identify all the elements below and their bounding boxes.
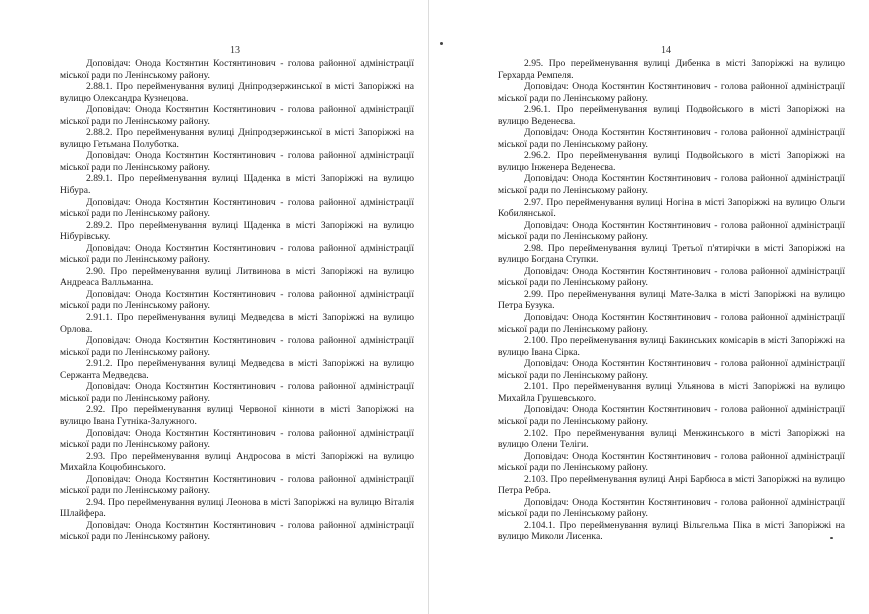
speaker-note: Доповідач: Онода Костянтин Костянтинович - голова районної адміністрації міської ради по Ленінському району.	[498, 219, 845, 243]
speaker-note: Доповідач: Онода Костянтин Костянтинович - голова районної адміністрації міської ради по Ленінському району.	[60, 104, 414, 127]
agenda-item: 2.88.1. Про перейменування вулиці Дніпродзержинської в місті Запоріжжі на вулицю Олександра Кузнецова.	[60, 81, 414, 104]
agenda-item: 2.91.2. Про перейменування вулиці Медведєва в місті Запоріжжі на вулицю Сержанта Медведєва.	[60, 358, 414, 381]
speaker-note: Доповідач: Онода Костянтин Костянтинович - голова районної адміністрації міської ради по Ленінському району.	[498, 81, 845, 104]
agenda-item: 2.98. Про перейменування вулиці Третьої п'ятирічки в місті Запоріжжі на вулицю Богдана Ступки.	[498, 242, 845, 266]
page-left	[0, 0, 434, 614]
agenda-item: 2.92. Про перейменування вулиці Червоної кінноти в місті Запоріжжі на вулицю Івана Гутніка-Залужного.	[60, 404, 414, 427]
agenda-item: 2.95. Про перейменування вулиці Дибенка в місті Запоріжжі на вулицю Герхарда Ремпеля.	[498, 58, 845, 81]
agenda-item: 2.97. Про перейменування вулиці Ногіна в місті Запоріжжі на вулицю Ольги Кобилянської.	[498, 196, 845, 220]
speaker-note: Доповідач: Онода Костянтин Костянтинович - голова районної адміністрації міської ради по Ленінському району.	[60, 519, 414, 543]
agenda-item: 2.94. Про перейменування вулиці Леонова в місті Запоріжжі на вулицю Віталія Шлайфера.	[60, 496, 414, 520]
speaker-note: Доповідач: Онода Костянтин Костянтинович - голова районної адміністрації міської ради по Ленінському району.	[60, 381, 414, 404]
speaker-note: Доповідач: Онода Костянтин Костянтинович - голова районної адміністрації міської ради по Ленінському району.	[60, 196, 414, 220]
speaker-note: Доповідач: Онода Костянтин Костянтинович - голова районної адміністрації міської ради по Ленінському району.	[60, 242, 414, 266]
page-number: 14	[661, 45, 671, 56]
agenda-item: 2.104.1. Про перейменування вулиці Вільгельма Піка в місті Запоріжжі на вулицю Миколи Лисенка.	[498, 519, 845, 543]
page-body	[60, 58, 414, 543]
agenda-item: 2.96.2. Про перейменування вулиці Подвойського в місті Запоріжжі на вулицю Інженера Веденеєва.	[498, 150, 845, 173]
agenda-item: 2.91.1. Про перейменування вулиці Медведєва в місті Запоріжжі на вулицю Орлова.	[60, 312, 414, 335]
agenda-item: 2.101. Про перейменування вулиці Ульянова в місті Запоріжжі на вулицю Михайла Грушевського.	[498, 381, 845, 404]
speaker-note: Доповідач: Онода Костянтин Костянтинович - голова районної адміністрації міської ради по Ленінському району.	[498, 496, 845, 520]
speaker-note: Доповідач: Онода Костянтин Костянтинович - голова районної адміністрації міської ради по Ленінському району.	[498, 173, 845, 197]
speaker-note: Доповідач: Онода Костянтин Костянтинович - голова районної адміністрації міської ради по Ленінському району.	[498, 265, 845, 289]
agenda-item: 2.90. Про перейменування вулиці Литвинова в місті Запоріжжі на вулицю Андреаса Валльманна.	[60, 265, 414, 289]
agenda-item: 2.103. Про перейменування вулиці Анрі Барбюса в місті Запоріжжі на вулицю Петра Ребра.	[498, 473, 845, 497]
speaker-note: Доповідач: Онода Костянтин Костянтинович - голова районної адміністрації міської ради по Ленінському району.	[498, 358, 845, 381]
agenda-item: 2.96.1. Про перейменування вулиці Подвойського в місті Запоріжжі на вулицю Веденеєва.	[498, 104, 845, 127]
speaker-note: Доповідач: Онода Костянтин Костянтинович - голова районної адміністрації міської ради по Ленінському району.	[60, 427, 414, 451]
scan-speck	[440, 42, 443, 45]
agenda-item: 2.99. Про перейменування вулиці Мате-Залка в місті Запоріжжі на вулицю Петра Бузука.	[498, 288, 845, 312]
speaker-note: Доповідач: Онода Костянтин Костянтинович - голова районної адміністрації міської ради по Ленінському району.	[60, 473, 414, 497]
speaker-note: Доповідач: Онода Костянтин Костянтинович - голова районної адміністрації міської ради по Ленінському району.	[498, 450, 845, 474]
speaker-note: Доповідач: Онода Костянтин Костянтинович - голова районної адміністрації міської ради по Ленінському району.	[60, 335, 414, 358]
agenda-item: 2.100. Про перейменування вулиці Бакинських комісарів в місті Запоріжжі на вулицю Івана Сірка.	[498, 335, 845, 358]
agenda-item: 2.89.2. Про перейменування вулиці Щаденка в місті Запоріжжі на вулицю Нібурівську.	[60, 219, 414, 243]
speaker-note: Доповідач: Онода Костянтин Костянтинович - голова районної адміністрації міської ради по Ленінському району.	[60, 288, 414, 312]
page-right	[434, 0, 869, 614]
agenda-item: 2.88.2. Про перейменування вулиці Дніпродзержинської в місті Запоріжжі на вулицю Гетьмана Полуботка.	[60, 127, 414, 150]
speaker-note: Доповідач: Онода Костянтин Костянтинович - голова районної адміністрації міської ради по Ленінському району.	[498, 127, 845, 150]
page-body	[498, 58, 845, 543]
speaker-note: Доповідач: Онода Костянтин Костянтинович - голова районної адміністрації міської ради по Ленінському району.	[60, 150, 414, 173]
speaker-note: Доповідач: Онода Костянтин Костянтинович - голова районної адміністрації міської ради по Ленінському району.	[60, 58, 414, 81]
speaker-note: Доповідач: Онода Костянтин Костянтинович - голова районної адміністрації міської ради по Ленінському району.	[498, 312, 845, 335]
page-number: 13	[230, 45, 240, 56]
agenda-item: 2.89.1. Про перейменування вулиці Щаденка в місті Запоріжжі на вулицю Нібура.	[60, 173, 414, 197]
agenda-item: 2.93. Про перейменування вулиці Андросова в місті Запоріжжі на вулицю Михайла Коцюбинського.	[60, 450, 414, 474]
agenda-item: 2.102. Про перейменування вулиці Менжинського в місті Запоріжжі на вулицю Олени Теліги.	[498, 427, 845, 451]
scan-speck	[830, 537, 833, 539]
speaker-note: Доповідач: Онода Костянтин Костянтинович - голова районної адміністрації міської ради по Ленінському району.	[498, 404, 845, 427]
